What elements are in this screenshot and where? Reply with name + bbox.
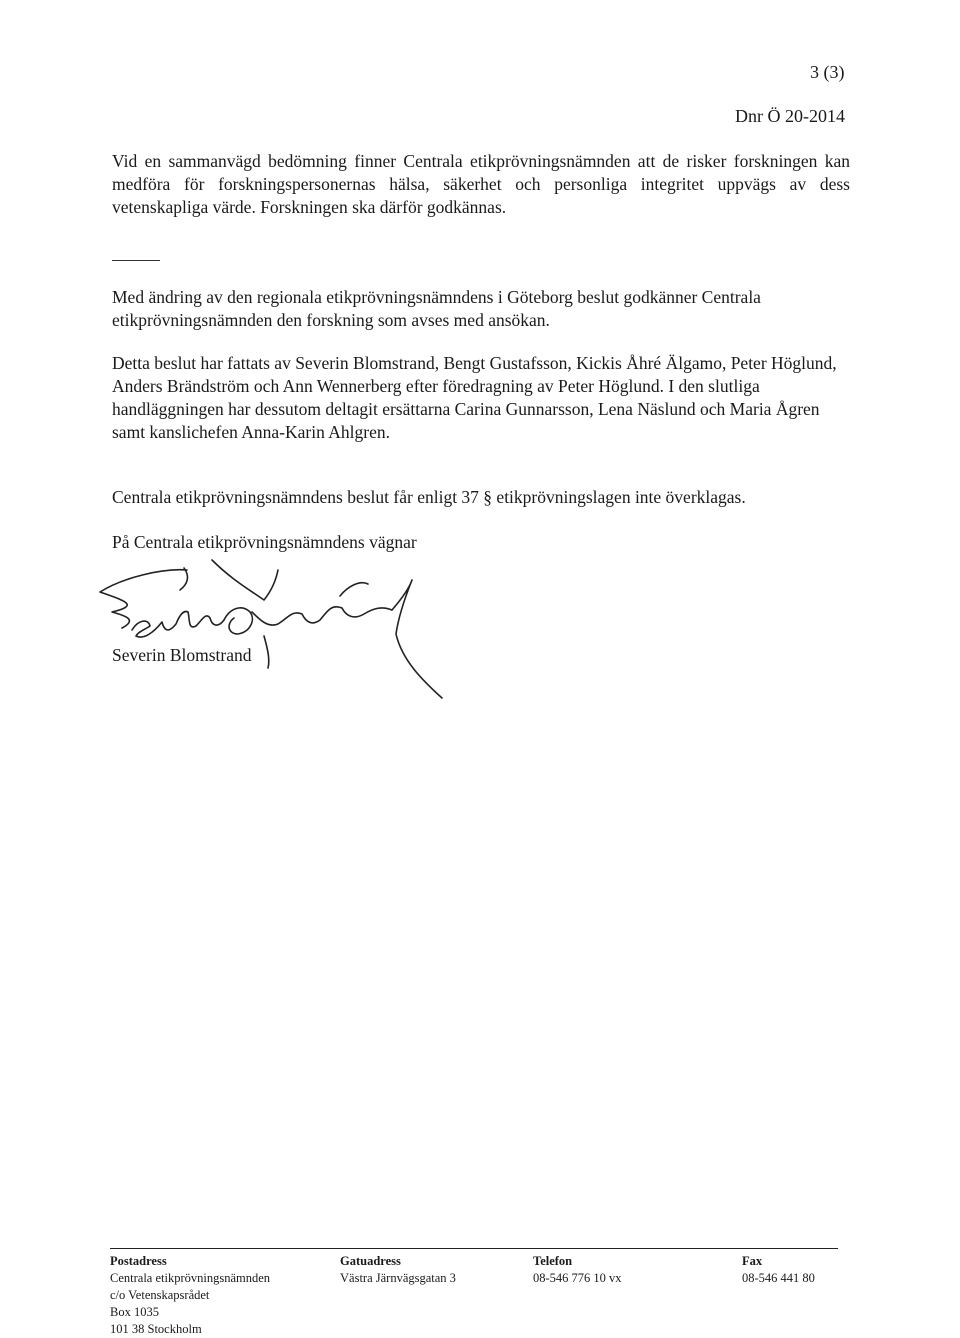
on-behalf-line: På Centrala etikprövningsnämndens vägnar (112, 532, 417, 552)
footer-line: 08-546 441 80 (742, 1271, 815, 1285)
assessment-paragraph: Vid en sammanvägd bedömning finner Centrala etikprövningsnämnden att de risker forskningen kan medföra för forskningspersonernas hälsa, säkerhet och personliga integritet uppvägs av dess vetenskapliga värde. Forskningen ska därför godkännas. (112, 151, 850, 217)
footer-heading: Telefon (533, 1254, 573, 1268)
footer-heading: Postadress (110, 1254, 167, 1268)
handwritten-signature (92, 550, 472, 710)
footer-postal-address (110, 1253, 270, 1338)
members-paragraph: Detta beslut har fattats av Severin Blomstrand, Bengt Gustafsson, Kickis Åhré Älgamo, Peter Höglund, Anders Brändström och Ann Wennerberg efter föredragning av Peter Höglund. I den slutliga handläggningen har dessutom deltagit ersättarna Carina Gunnarsson, Lena Näslund och Maria Ågren samt kanslichefen Anna-Karin Ahlgren. (112, 353, 837, 442)
footer-phone (533, 1253, 622, 1287)
reference-number: Dnr Ö 20-2014 (735, 106, 845, 126)
footer-heading: Fax (742, 1254, 763, 1268)
signatory-name: Severin Blomstrand (112, 645, 252, 665)
footer-divider (110, 1248, 838, 1249)
footer-street-address (340, 1253, 456, 1287)
footer-line: c/o Vetenskapsrådet (110, 1288, 210, 1302)
footer-line: Box 1035 (110, 1305, 159, 1319)
appeal-paragraph: Centrala etikprövningsnämndens beslut får enligt 37 § etikprövningslagen inte överklagas. (112, 487, 746, 507)
footer-line: Centrala etikprövningsnämnden (110, 1271, 271, 1285)
page-number: 3 (3) (810, 62, 845, 82)
footer-line: Västra Järnvägsgatan 3 (340, 1271, 456, 1285)
footer-heading: Gatuadress (340, 1254, 401, 1268)
footer-line: 101 38 Stockholm (110, 1322, 202, 1336)
section-divider (112, 260, 160, 261)
footer-line: 08-546 776 10 vx (533, 1271, 622, 1285)
footer-fax (742, 1253, 815, 1287)
decision-paragraph: Med ändring av den regionala etikprövningsnämndens i Göteborg beslut godkänner Centrala etikprövningsnämnden den forskning som avses med ansökan. (112, 287, 761, 330)
